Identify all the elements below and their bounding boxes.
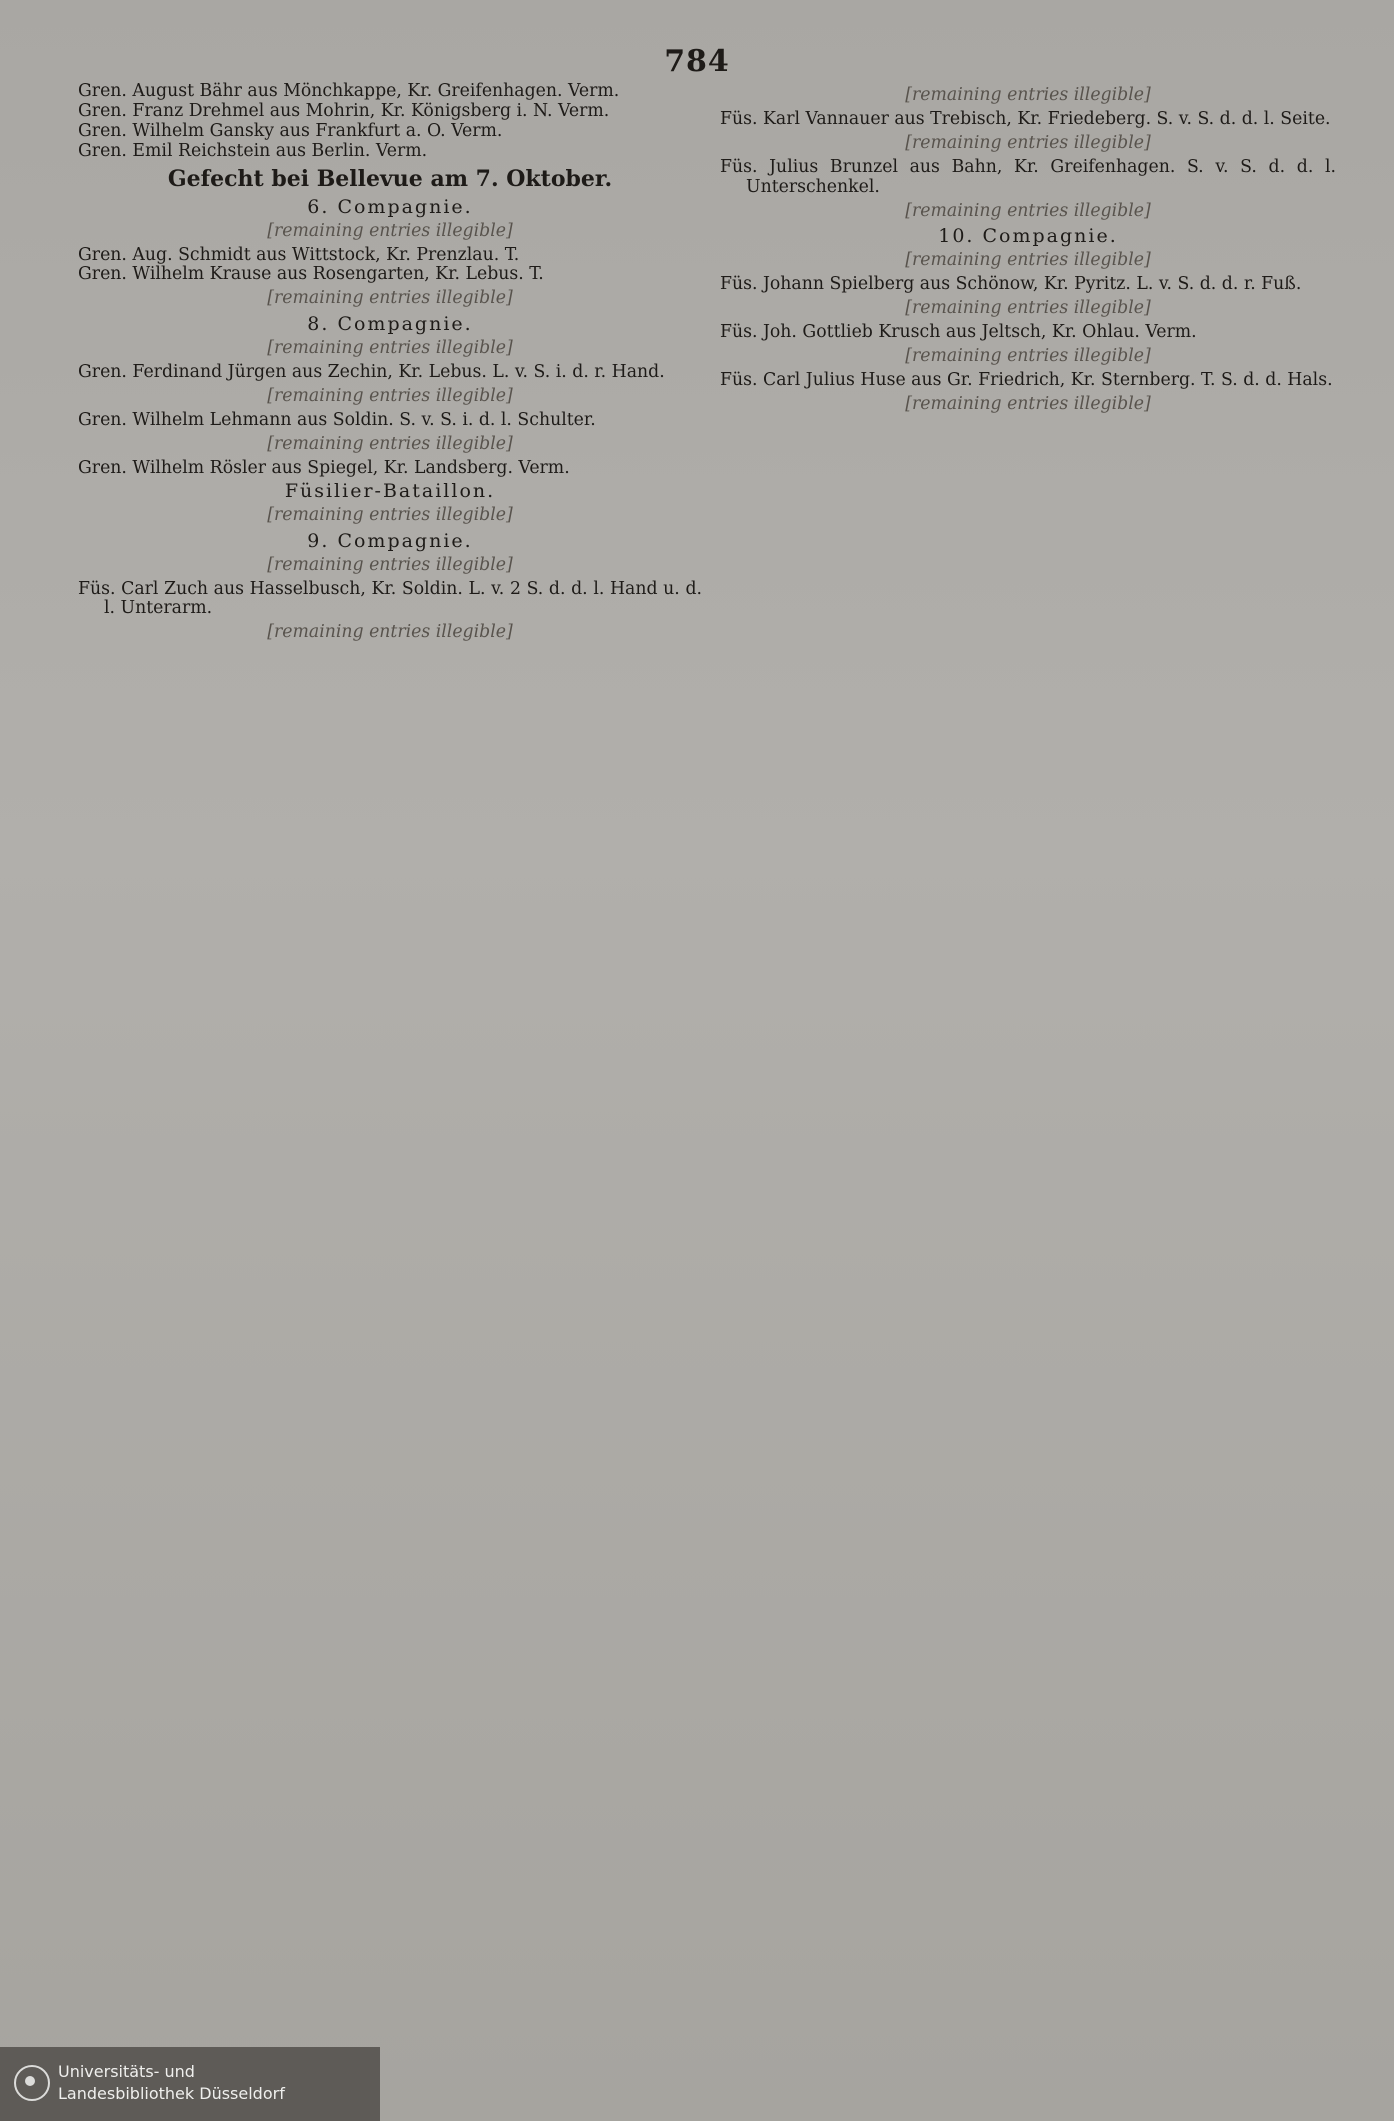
list-item: Füs. Carl Julius Huse aus Gr. Friedrich, Kr. Sternberg. T. S. d. d. Hals. — [720, 369, 1333, 390]
illegible-note: [remaining entries illegible] — [267, 554, 513, 575]
company-heading: 6. Compagnie. — [307, 195, 473, 218]
illegible-note: [remaining entries illegible] — [267, 220, 513, 241]
illegible-note: [remaining entries illegible] — [905, 250, 1151, 271]
stamp-line: Universitäts- und — [58, 2062, 195, 2081]
stamp-line: Landesbibliothek Düsseldorf — [58, 2084, 285, 2103]
library-stamp-text — [58, 2061, 285, 2105]
list-item: Gren. August Bähr aus Mönchkappe, Kr. Greifenhagen. Verm. — [78, 81, 620, 101]
illegible-note: [remaining entries illegible] — [267, 622, 513, 643]
illegible-note: [remaining entries illegible] — [267, 386, 513, 407]
battle-heading: Gefecht bei Bellevue am 7. Oktober. — [167, 165, 613, 192]
illegible-note: [remaining entries illegible] — [267, 433, 513, 454]
illegible-note: [remaining entries illegible] — [905, 132, 1151, 153]
list-item: Gren. Emil Reichstein aus Berlin. Verm. — [78, 140, 428, 161]
illegible-note: [remaining entries illegible] — [267, 504, 513, 525]
page-number: 784 — [664, 44, 730, 79]
list-item: Gren. Aug. Schmidt aus Wittstock, Kr. Prenzlau. T. — [78, 244, 520, 265]
list-item: Füs. Carl Zuch aus Hasselbusch, Kr. Soldin. L. v. 2 S. d. d. l. Hand u. d. l. Unterarm. — [78, 578, 702, 619]
list-item: Füs. Karl Vannauer aus Trebisch, Kr. Friedeberg. S. v. S. d. d. l. Seite. — [720, 108, 1331, 129]
company-heading: 8. Compagnie. — [307, 313, 473, 336]
list-item: Füs. Julius Brunzel aus Bahn, Kr. Greifenhagen. S. v. S. d. d. l. Unterschenkel. — [720, 156, 1336, 197]
illegible-note: [remaining entries illegible] — [267, 338, 513, 359]
illegible-note: [remaining entries illegible] — [905, 85, 1151, 105]
illegible-note: [remaining entries illegible] — [905, 346, 1151, 367]
illegible-note: [remaining entries illegible] — [905, 393, 1151, 414]
left-column — [78, 82, 702, 647]
list-item: Gren. Ferdinand Jürgen aus Zechin, Kr. Lebus. L. v. S. i. d. r. Hand. — [78, 362, 665, 383]
list-item: Gren. Wilhelm Rösler aus Spiegel, Kr. Landsberg. Verm. — [78, 457, 570, 478]
battalion-heading: Füsilier-Bataillon. — [284, 479, 496, 502]
library-logo-icon — [14, 2065, 50, 2101]
list-item: Gren. Franz Drehmel aus Mohrin, Kr. Königsberg i. N. Verm. — [78, 100, 610, 121]
list-item: Füs. Johann Spielberg aus Schönow, Kr. Pyritz. L. v. S. d. d. r. Fuß. — [720, 274, 1302, 295]
illegible-note: [remaining entries illegible] — [267, 288, 513, 309]
list-item: Füs. Joh. Gottlieb Krusch aus Jeltsch, Kr. Ohlau. Verm. — [720, 322, 1197, 343]
library-stamp — [0, 2047, 380, 2121]
list-item: Gren. Wilhelm Gansky aus Frankfurt a. O. Verm. — [78, 120, 503, 141]
right-column — [720, 82, 1336, 419]
company-heading: 10. Compagnie. — [938, 225, 1118, 248]
illegible-note: [remaining entries illegible] — [905, 200, 1151, 221]
list-item: Gren. Wilhelm Lehmann aus Soldin. S. v. S. i. d. l. Schulter. — [78, 409, 596, 430]
list-item: Gren. Wilhelm Krause aus Rosengarten, Kr. Lebus. T. — [78, 264, 544, 285]
illegible-note: [remaining entries illegible] — [905, 298, 1151, 319]
company-heading: 9. Compagnie. — [307, 529, 473, 552]
